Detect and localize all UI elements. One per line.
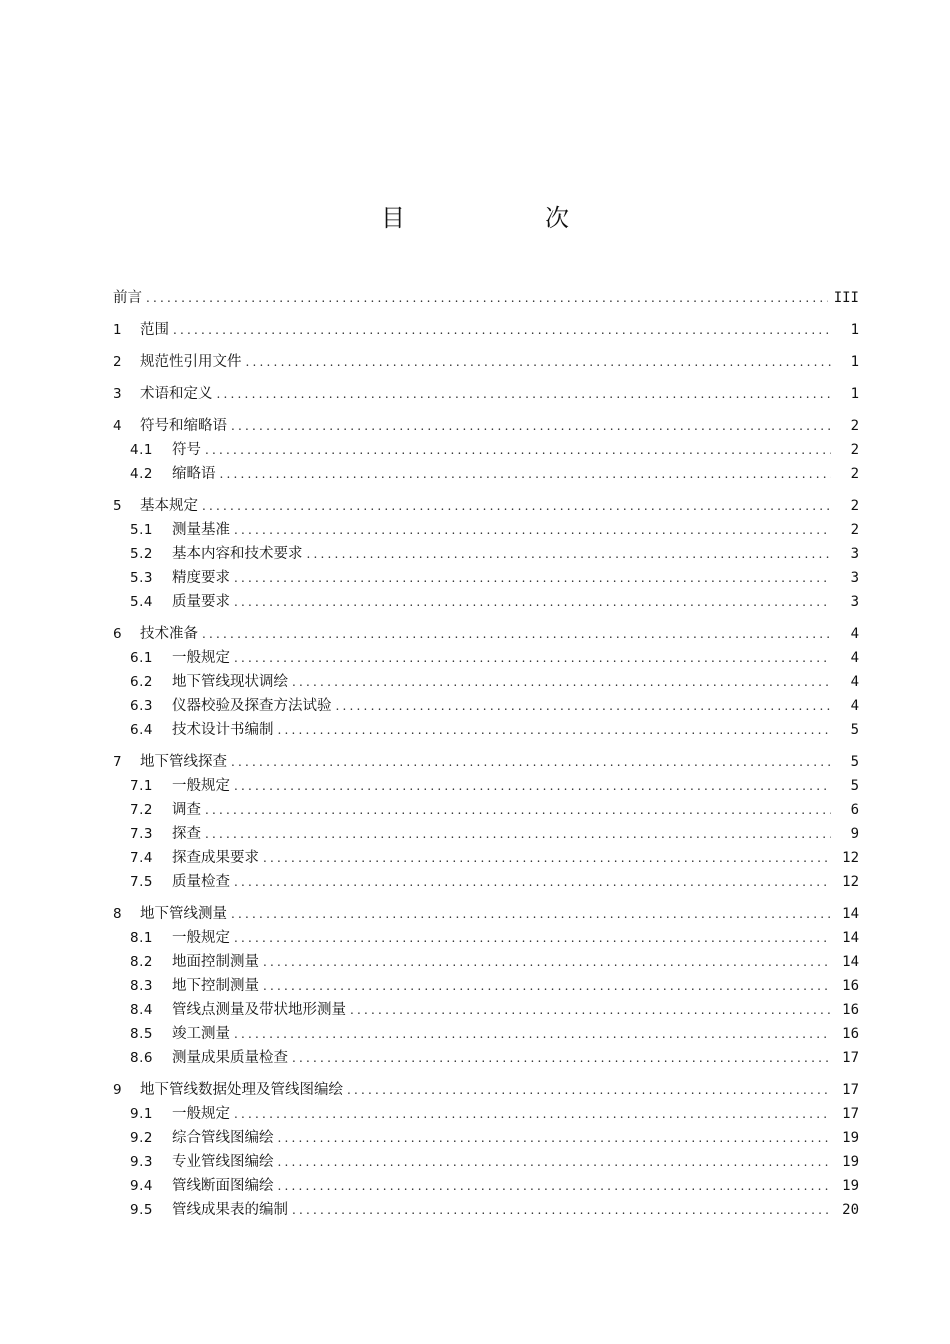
toc-entry-number: 3: [113, 386, 122, 402]
toc-entry-number: 7.4: [130, 850, 153, 866]
toc-section-entry[interactable]: [113, 1102, 859, 1126]
page-title: 目 次: [381, 204, 627, 232]
dot-leader: [278, 1174, 832, 1198]
toc-section-entry[interactable]: [113, 542, 859, 566]
dot-leader: [205, 438, 831, 462]
toc-entry-number: 5: [113, 498, 122, 514]
toc-entry-title: 测量成果质量检查: [172, 1050, 288, 1066]
toc-entry-number: 5.2: [130, 546, 153, 562]
toc-section-entry[interactable]: [113, 718, 859, 742]
toc-entry-title: 基本内容和技术要求: [172, 546, 303, 562]
toc-section-entry[interactable]: [113, 1198, 859, 1222]
dot-leader: [278, 1126, 832, 1150]
toc-section-entry[interactable]: [113, 798, 859, 822]
toc-entry-title: 质量检查: [172, 874, 230, 890]
toc-entry-number: 6.3: [130, 698, 153, 714]
toc-entry-page-number: 3: [850, 570, 859, 586]
toc-entry-number: 4.1: [130, 442, 153, 458]
toc-entry-number: 8.6: [130, 1050, 153, 1066]
dot-leader: [246, 350, 832, 374]
toc-entry-title: 精度要求: [172, 570, 230, 586]
toc-entry-title: 综合管线图编绘: [172, 1130, 274, 1146]
toc-entry-title: 地下管线现状调绘: [172, 674, 288, 690]
dot-leader: [220, 462, 832, 486]
toc-entry-page-number: 5: [850, 778, 859, 794]
dot-leader: [350, 998, 831, 1022]
toc-chapter-entry[interactable]: [113, 350, 859, 374]
toc-entry-number: 7.3: [130, 826, 153, 842]
toc-entry-title: 前言: [113, 290, 142, 306]
toc-entry-title: 地下控制测量: [172, 978, 259, 994]
toc-entry-page-number: 16: [842, 978, 859, 994]
dot-leader: [231, 414, 831, 438]
dot-leader: [347, 1078, 831, 1102]
toc-entry-title: 管线断面图编绘: [172, 1178, 274, 1194]
toc-entry-title: 符号和缩略语: [140, 418, 227, 434]
toc-entry-title: 一般规定: [172, 778, 230, 794]
toc-entry-title: 质量要求: [172, 594, 230, 610]
toc-entry-page-number: 4: [850, 650, 859, 666]
toc-entry-title: 规范性引用文件: [140, 354, 242, 370]
toc-section-entry[interactable]: [113, 846, 859, 870]
toc-entry-number: 9.2: [130, 1130, 153, 1146]
dot-leader: [202, 622, 831, 646]
toc-entry-title: 一般规定: [172, 1106, 230, 1122]
toc-entry-page-number: 2: [850, 418, 859, 434]
dot-leader: [231, 750, 831, 774]
toc-section-entry[interactable]: [113, 822, 859, 846]
toc-entry-number: 6.2: [130, 674, 153, 690]
dot-leader: [234, 774, 831, 798]
toc-entry-page-number: 20: [842, 1202, 859, 1218]
toc-entry-title: 术语和定义: [140, 386, 213, 402]
toc-entry-page-number: 1: [850, 354, 859, 370]
toc-entry-page-number: 5: [850, 722, 859, 738]
dot-leader: [307, 542, 832, 566]
toc-entry-title: 范围: [140, 322, 169, 338]
toc-section-entry[interactable]: [113, 438, 859, 462]
toc-entry-page-number: 2: [850, 442, 859, 458]
toc-section-entry[interactable]: [113, 774, 859, 798]
toc-entry-number: 5.4: [130, 594, 153, 610]
toc-entry-number: 8: [113, 906, 122, 922]
dot-leader: [231, 902, 831, 926]
toc-entry-number: 1: [113, 322, 122, 338]
toc-section-entry[interactable]: [113, 590, 859, 614]
toc-chapter-entry[interactable]: [113, 902, 859, 926]
toc-chapter-entry[interactable]: [113, 286, 859, 310]
toc-entry-number: 5.3: [130, 570, 153, 586]
dot-leader: [234, 566, 831, 590]
toc-entry-title: 测量基准: [172, 522, 230, 538]
toc-section-entry[interactable]: [113, 998, 859, 1022]
toc-entry-number: 9.1: [130, 1106, 153, 1122]
toc-chapter-entry[interactable]: [113, 414, 859, 438]
toc-section-entry[interactable]: [113, 694, 859, 718]
toc-chapter-entry[interactable]: [113, 622, 859, 646]
toc-entry-title: 地面控制测量: [172, 954, 259, 970]
toc-section-entry[interactable]: [113, 950, 859, 974]
toc-entry-page-number: 3: [850, 594, 859, 610]
toc-entry-number: 6.4: [130, 722, 153, 738]
toc-chapter-entry[interactable]: [113, 318, 859, 342]
toc-entry-page-number: 17: [842, 1050, 859, 1066]
toc-section-entry[interactable]: [113, 870, 859, 894]
toc-section-entry[interactable]: [113, 926, 859, 950]
toc-entry-page-number: 16: [842, 1002, 859, 1018]
toc-entry-number: 7.1: [130, 778, 153, 794]
toc-entry-title: 地下管线探查: [140, 754, 227, 770]
toc-entry-number: 7.5: [130, 874, 153, 890]
toc-entry-number: 4.2: [130, 466, 153, 482]
toc-entry-page-number: 4: [850, 698, 859, 714]
toc-entry-page-number: 17: [842, 1082, 859, 1098]
toc-section-entry[interactable]: [113, 1126, 859, 1150]
toc-entry-page-number: III: [833, 290, 859, 306]
dot-leader: [234, 1022, 831, 1046]
toc-entry-title: 一般规定: [172, 930, 230, 946]
toc-section-entry[interactable]: [113, 1174, 859, 1198]
toc-entry-title: 探查: [172, 826, 201, 842]
toc-entry-number: 2: [113, 354, 122, 370]
toc-entry-title: 一般规定: [172, 650, 230, 666]
dot-leader: [234, 870, 831, 894]
toc-section-entry[interactable]: [113, 646, 859, 670]
toc-entry-page-number: 17: [842, 1106, 859, 1122]
dot-leader: [146, 286, 828, 310]
toc-entry-number: 8.3: [130, 978, 153, 994]
dot-leader: [234, 518, 831, 542]
toc-section-entry[interactable]: [113, 974, 859, 998]
toc-chapter-entry[interactable]: [113, 750, 859, 774]
dot-leader: [292, 1046, 831, 1070]
table-of-contents: [113, 286, 859, 1222]
dot-leader: [205, 822, 831, 846]
toc-entry-page-number: 1: [850, 322, 859, 338]
toc-entry-page-number: 12: [842, 850, 859, 866]
toc-section-entry[interactable]: [113, 566, 859, 590]
dot-leader: [234, 646, 831, 670]
dot-leader: [205, 798, 831, 822]
toc-section-entry[interactable]: [113, 518, 859, 542]
toc-entry-page-number: 2: [850, 498, 859, 514]
toc-entry-title: 基本规定: [140, 498, 198, 514]
toc-entry-page-number: 14: [842, 930, 859, 946]
toc-entry-page-number: 16: [842, 1026, 859, 1042]
toc-entry-number: 9: [113, 1082, 122, 1098]
toc-entry-number: 8.1: [130, 930, 153, 946]
toc-section-entry[interactable]: [113, 670, 859, 694]
toc-entry-number: 9.5: [130, 1202, 153, 1218]
toc-entry-page-number: 14: [842, 906, 859, 922]
toc-chapter-entry[interactable]: [113, 494, 859, 518]
toc-section-entry[interactable]: [113, 1150, 859, 1174]
toc-entry-page-number: 4: [850, 626, 859, 642]
toc-entry-page-number: 19: [842, 1178, 859, 1194]
toc-chapter-entry[interactable]: [113, 1078, 859, 1102]
toc-entry-page-number: 2: [850, 522, 859, 538]
toc-entry-page-number: 1: [850, 386, 859, 402]
toc-entry-title: 管线成果表的编制: [172, 1202, 288, 1218]
toc-entry-title: 管线点测量及带状地形测量: [172, 1002, 346, 1018]
toc-entry-number: 8.4: [130, 1002, 153, 1018]
toc-entry-title: 技术设计书编制: [172, 722, 274, 738]
dot-leader: [263, 950, 831, 974]
toc-entry-title: 符号: [172, 442, 201, 458]
dot-leader: [234, 1102, 831, 1126]
toc-entry-title: 地下管线测量: [140, 906, 227, 922]
toc-entry-number: 8.2: [130, 954, 153, 970]
toc-entry-number: 9.3: [130, 1154, 153, 1170]
toc-entry-title: 缩略语: [172, 466, 216, 482]
dot-leader: [263, 974, 831, 998]
toc-entry-title: 仪器校验及探查方法试验: [172, 698, 332, 714]
toc-entry-title: 调查: [172, 802, 201, 818]
toc-entry-title: 技术准备: [140, 626, 198, 642]
toc-entry-number: 7: [113, 754, 122, 770]
toc-entry-page-number: 9: [850, 826, 859, 842]
toc-entry-page-number: 14: [842, 954, 859, 970]
toc-chapter-entry[interactable]: [113, 382, 859, 406]
dot-leader: [263, 846, 831, 870]
toc-entry-number: 9.4: [130, 1178, 153, 1194]
dot-leader: [278, 1150, 832, 1174]
dot-leader: [217, 382, 832, 406]
dot-leader: [234, 926, 831, 950]
dot-leader: [292, 670, 831, 694]
toc-entry-page-number: 12: [842, 874, 859, 890]
toc-entry-title: 专业管线图编绘: [172, 1154, 274, 1170]
toc-entry-number: 8.5: [130, 1026, 153, 1042]
dot-leader: [173, 318, 831, 342]
toc-section-entry[interactable]: [113, 1046, 859, 1070]
dot-leader: [292, 1198, 831, 1222]
toc-entry-page-number: 19: [842, 1154, 859, 1170]
toc-entry-title: 竣工测量: [172, 1026, 230, 1042]
toc-entry-number: 4: [113, 418, 122, 434]
toc-entry-page-number: 19: [842, 1130, 859, 1146]
toc-entry-number: 6: [113, 626, 122, 642]
dot-leader: [234, 590, 831, 614]
toc-entry-title: 探查成果要求: [172, 850, 259, 866]
toc-entry-page-number: 6: [850, 802, 859, 818]
toc-entry-number: 7.2: [130, 802, 153, 818]
toc-entry-title: 地下管线数据处理及管线图编绘: [140, 1082, 343, 1098]
dot-leader: [336, 694, 832, 718]
toc-entry-page-number: 4: [850, 674, 859, 690]
dot-leader: [202, 494, 831, 518]
toc-entry-number: 6.1: [130, 650, 153, 666]
toc-entry-number: 5.1: [130, 522, 153, 538]
toc-entry-page-number: 3: [850, 546, 859, 562]
dot-leader: [278, 718, 832, 742]
toc-section-entry[interactable]: [113, 462, 859, 486]
toc-entry-page-number: 5: [850, 754, 859, 770]
toc-section-entry[interactable]: [113, 1022, 859, 1046]
toc-entry-page-number: 2: [850, 466, 859, 482]
